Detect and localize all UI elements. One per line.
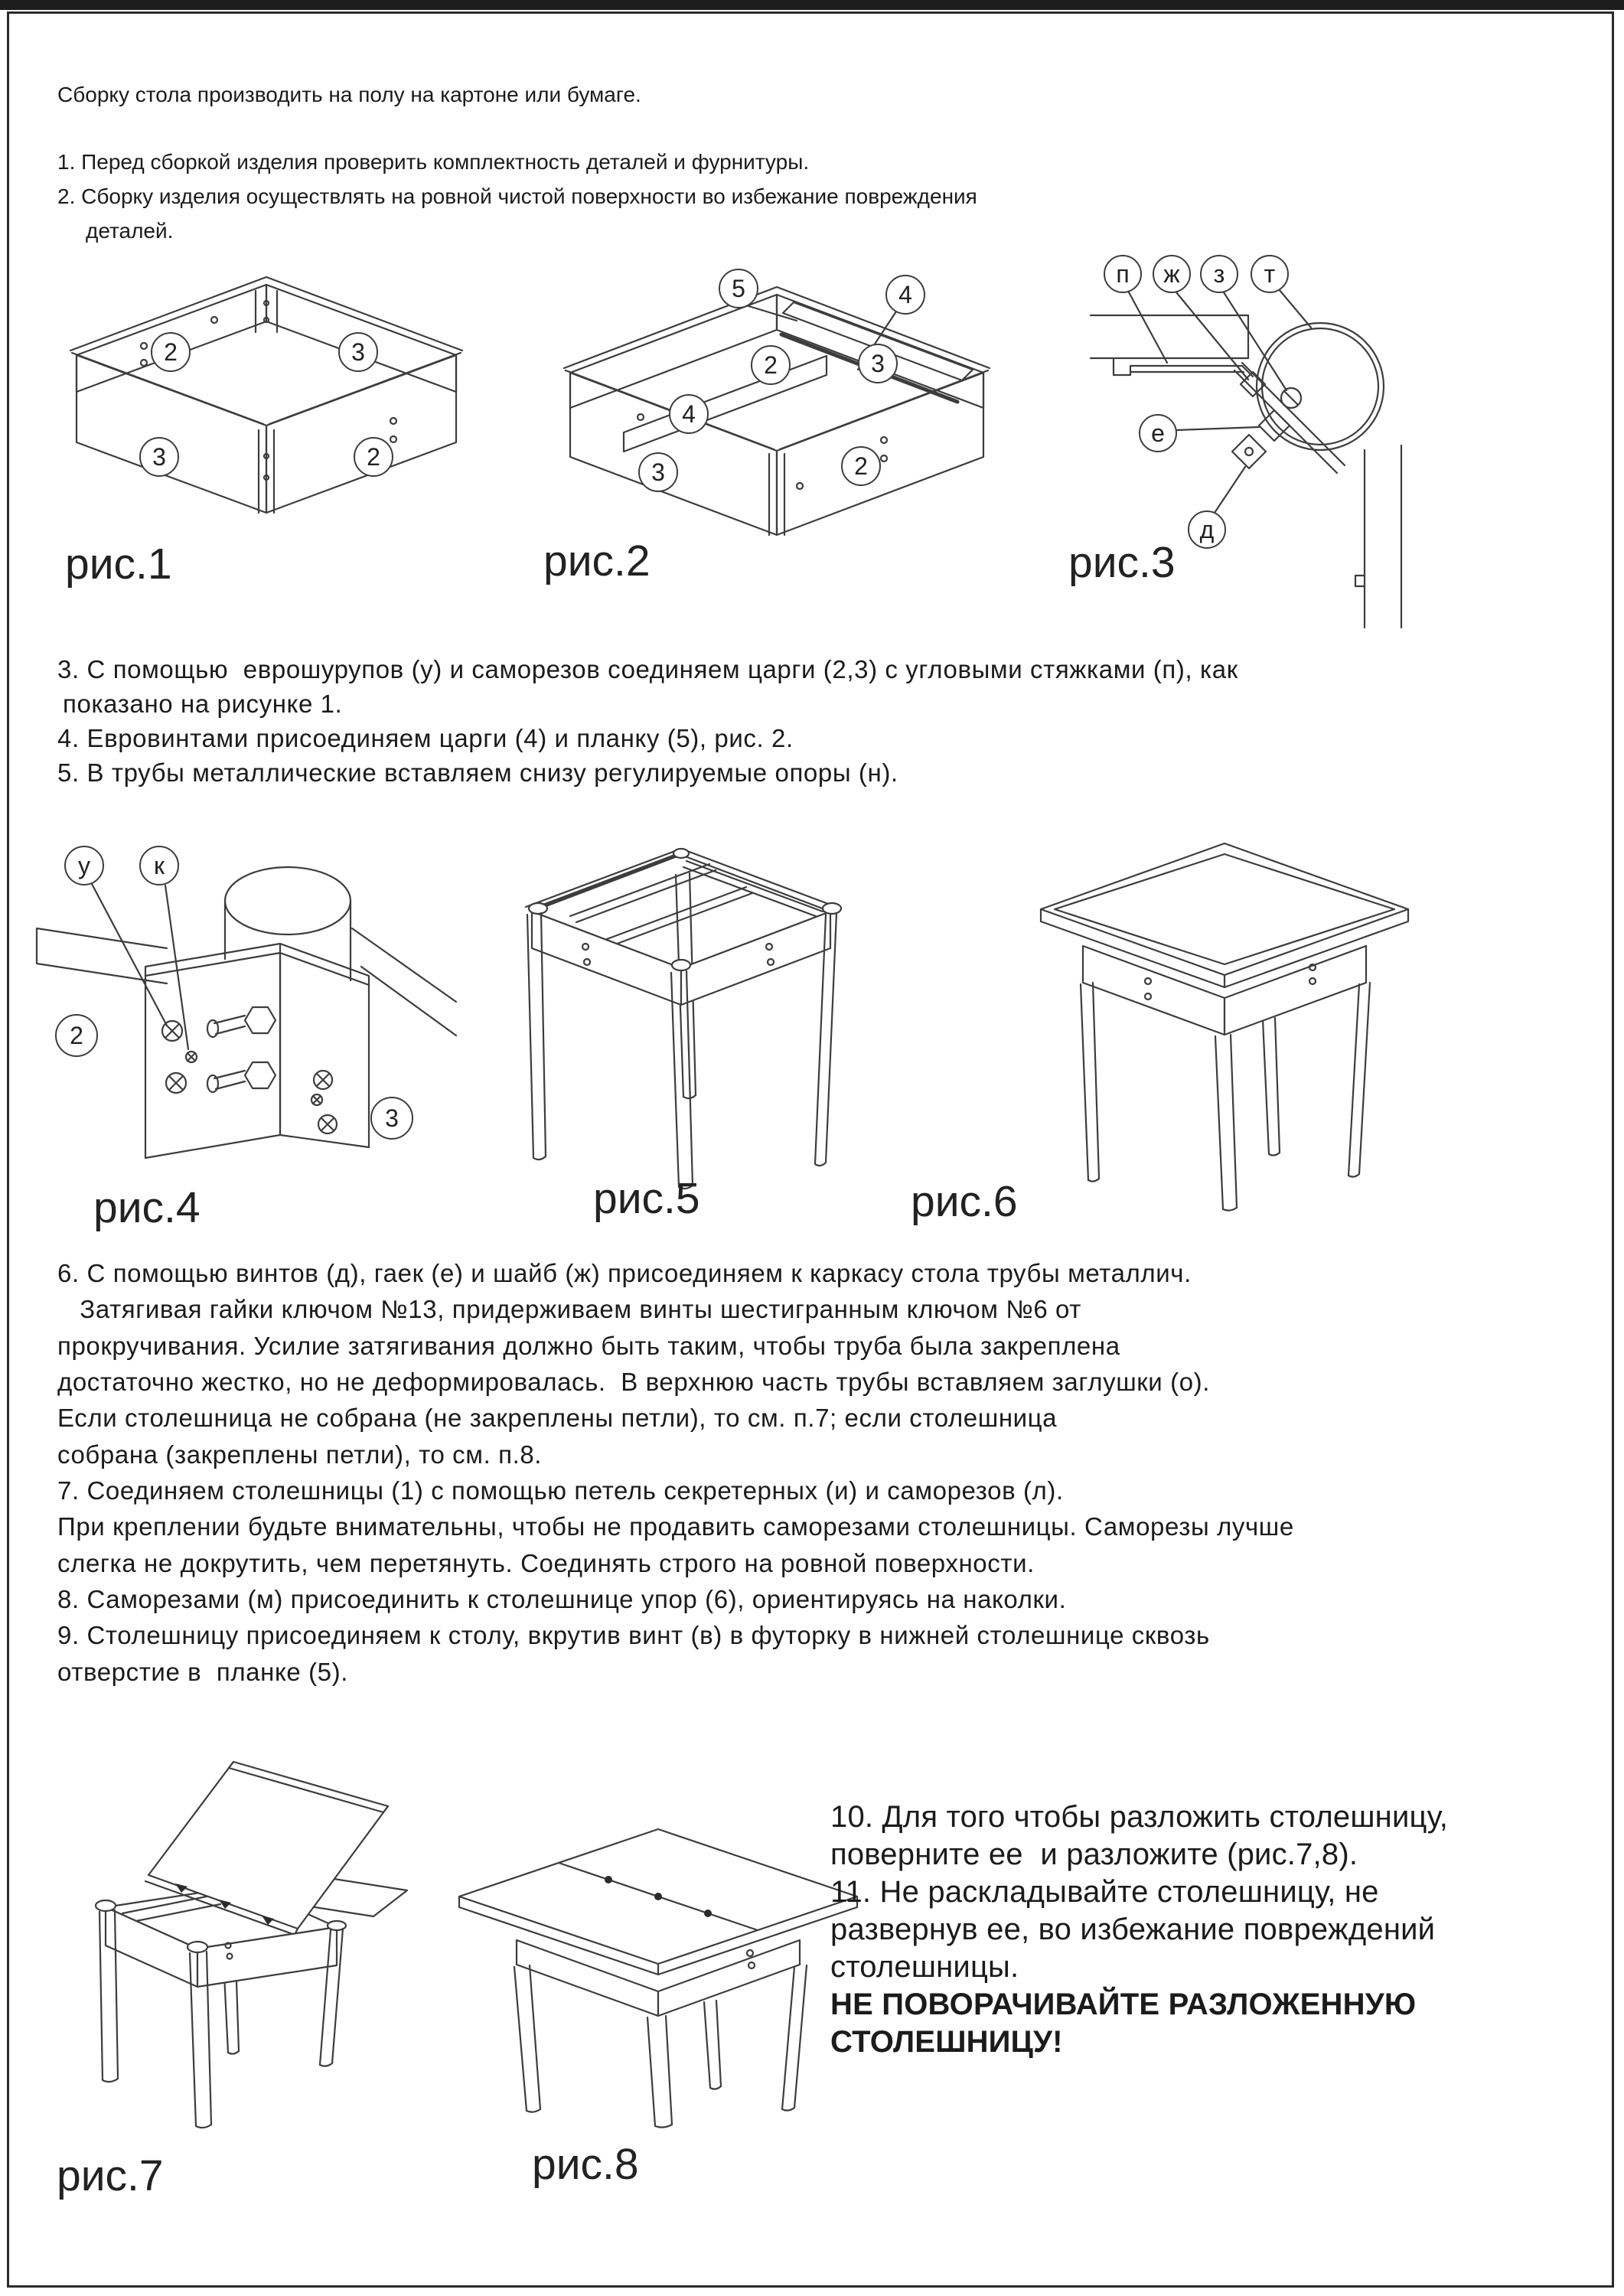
fig2-frame-outline: [564, 287, 990, 535]
fig4-caption: рис.4: [93, 1183, 201, 1232]
fig2-label-front-left: [639, 453, 677, 491]
svg-text:2: 2: [164, 338, 178, 367]
fig5-caption: рис.5: [593, 1174, 700, 1223]
fig3-label-d: [1189, 467, 1245, 548]
step6-line-4: достаточно жестко, но не деформировалась. В верхнюю часть трубы вставляем заглушки (о).: [57, 1368, 1211, 1396]
fig4-bolts: [207, 1007, 276, 1092]
svg-text:к: к: [154, 852, 165, 880]
svg-text:ж: ж: [1163, 260, 1180, 289]
svg-text:2: 2: [367, 443, 380, 471]
fig2-drawing: [524, 256, 1029, 540]
fig3-rail-section: [1091, 315, 1253, 377]
fig4-label-3: [371, 1097, 413, 1139]
fig1-label-front-left: [140, 438, 178, 476]
fig3-label-t: [1251, 256, 1311, 328]
fig4-drawing: [31, 830, 459, 1182]
fig4-tube: [225, 867, 351, 980]
svg-text:3: 3: [651, 458, 665, 487]
fig7-drawing: [31, 1753, 444, 2143]
fig2-label-front-right: [842, 447, 880, 485]
fig1-drawing: [37, 269, 496, 522]
step4-line: 4. Евровинтами присоединяем царги (4) и планку (5), рис. 2.: [57, 724, 794, 752]
fig8-caption: рис.8: [532, 2140, 639, 2189]
step9-line-2: отверстие в планке (5).: [57, 1658, 348, 1686]
svg-text:4: 4: [682, 400, 696, 429]
fig8-legs: [514, 1965, 807, 2128]
fig3-leg-panel: [1355, 445, 1401, 628]
fig3-bracket-and-fasteners: [1232, 363, 1345, 473]
svg-text:3: 3: [351, 338, 365, 367]
fig2-label-mid: [752, 346, 790, 384]
fig8-back-leg: [704, 2001, 721, 2089]
step6-line-6: собрана (закреплены петли), то см. п.8.: [57, 1440, 543, 1469]
svg-text:2: 2: [70, 1022, 83, 1050]
scan-top-bar: [0, 0, 1624, 10]
fig3-tube-section: [1257, 323, 1384, 450]
step6-line-5: Если столешница не собрана (не закреплены петли), то см. п.7; если столешница: [57, 1404, 1058, 1432]
fig1-caption: рис.1: [65, 540, 172, 589]
svg-text:2: 2: [764, 351, 778, 380]
svg-text:3: 3: [152, 443, 166, 471]
step11-line-2: развернув ее, во избежание повреждений: [830, 1913, 1436, 1946]
fig2-label-rail-left: [670, 395, 708, 433]
step10-line-2: поверните ее и разложите (рис.7,8).: [830, 1838, 1358, 1871]
fig2-label-right: [859, 344, 897, 383]
step7-line-3: слегка не докрутить, чем перетянуть. Соединять строго на ровной поверхности.: [57, 1549, 1035, 1577]
fig2-caption: рис.2: [543, 536, 651, 585]
fig6-caption: рис.6: [911, 1177, 1018, 1226]
step9-line-1: 9. Столешницу присоединяем к столу, вкрутив винт (в) в футорку в нижней столешнице сквозь: [57, 1621, 1210, 1649]
fig5-drawing: [494, 830, 869, 1213]
step7-line-1: 7. Соединяем столешницы (1) с помощью петель секретерных (и) и саморезов (л).: [57, 1476, 1064, 1505]
svg-text:е: е: [1151, 419, 1165, 448]
svg-text:у: у: [78, 852, 90, 880]
prep-line-2: 2. Сборку изделия осуществлять на ровной чистой поверхности во избежание повреждения: [57, 184, 977, 208]
svg-text:5: 5: [732, 275, 745, 303]
fig3-caption: рис.3: [1068, 538, 1176, 587]
fig4-corner-bracket: [145, 944, 369, 1158]
prep-line-3: деталей.: [86, 219, 174, 243]
svg-text:д: д: [1199, 516, 1215, 544]
step11-line-3: столешницы.: [830, 1950, 1019, 1984]
fig3-label-e: [1140, 415, 1259, 452]
fig5-aprons: [532, 912, 830, 1005]
intro-line: Сборку стола производить на полу на картоне или бумаге.: [57, 83, 641, 106]
svg-text:3: 3: [871, 350, 885, 378]
step3-line-2: показано на рисунке 1.: [63, 690, 343, 718]
svg-text:4: 4: [898, 281, 912, 309]
step6-line-3: прокручивания. Усилие затягивания должно быть таким, чтобы труба была закреплена: [57, 1332, 1120, 1360]
fig6-drawing: [1010, 834, 1439, 1217]
svg-text:2: 2: [854, 452, 868, 481]
svg-text:з: з: [1213, 260, 1225, 289]
fig4-euro-screws: [162, 1021, 337, 1133]
svg-text:п: п: [1116, 260, 1130, 289]
step6-line-1: 6. С помощью винтов (д), гаек (е) и шайб (ж) присоединяем к каркасу стола трубы металлич.: [57, 1259, 1192, 1287]
step5-line: 5. В трубы металлические вставляем снизу регулируемые опоры (н).: [57, 758, 898, 787]
fig1-label-back-right: [339, 333, 377, 371]
fig1-label-front-right: [354, 438, 393, 476]
step7-line-2: При креплении будьте внимательны, чтобы не продавить саморезами столешницы. Саморезы лучше: [57, 1512, 1294, 1541]
svg-text:т: т: [1264, 260, 1276, 289]
step10-line-1: 10. Для того чтобы разложить столешницу,: [830, 1800, 1449, 1834]
step6-line-2: Затягивая гайки ключом №13, придерживаем винты шестигранным ключом №6 от: [57, 1295, 1081, 1323]
fig7-caption: рис.7: [57, 2151, 164, 2200]
warning-line-1: НЕ ПОВОРАЧИВАЙТЕ РАЗЛОЖЕННУЮ: [830, 1988, 1417, 2021]
fig1-label-back-left: [152, 333, 190, 371]
prep-line-1: 1. Перед сборкой изделия проверить комплектность деталей и фурнитуры.: [57, 150, 810, 174]
warning-line-2: СТОЛЕШНИЦУ!: [830, 2025, 1063, 2059]
svg-text:3: 3: [385, 1104, 399, 1133]
fig8-drawing: [452, 1821, 865, 2143]
fig4-panels: [37, 928, 456, 1035]
step3-line-1: 3. С помощью еврошурупов (у) и саморезов соединяем царги (2,3) с угловыми стяжками (п), как: [57, 655, 1238, 683]
step11-line-1: 11. Не раскладывайте столешницу, не: [830, 1875, 1379, 1909]
step8-line: 8. Саморезами (м) присоединить к столешнице упор (6), ориентируясь на наколки.: [57, 1585, 1067, 1613]
fig1-frame-outline: [70, 277, 462, 513]
fig4-label-2: [56, 1015, 97, 1056]
fig6-back-leg: [1263, 1018, 1280, 1156]
